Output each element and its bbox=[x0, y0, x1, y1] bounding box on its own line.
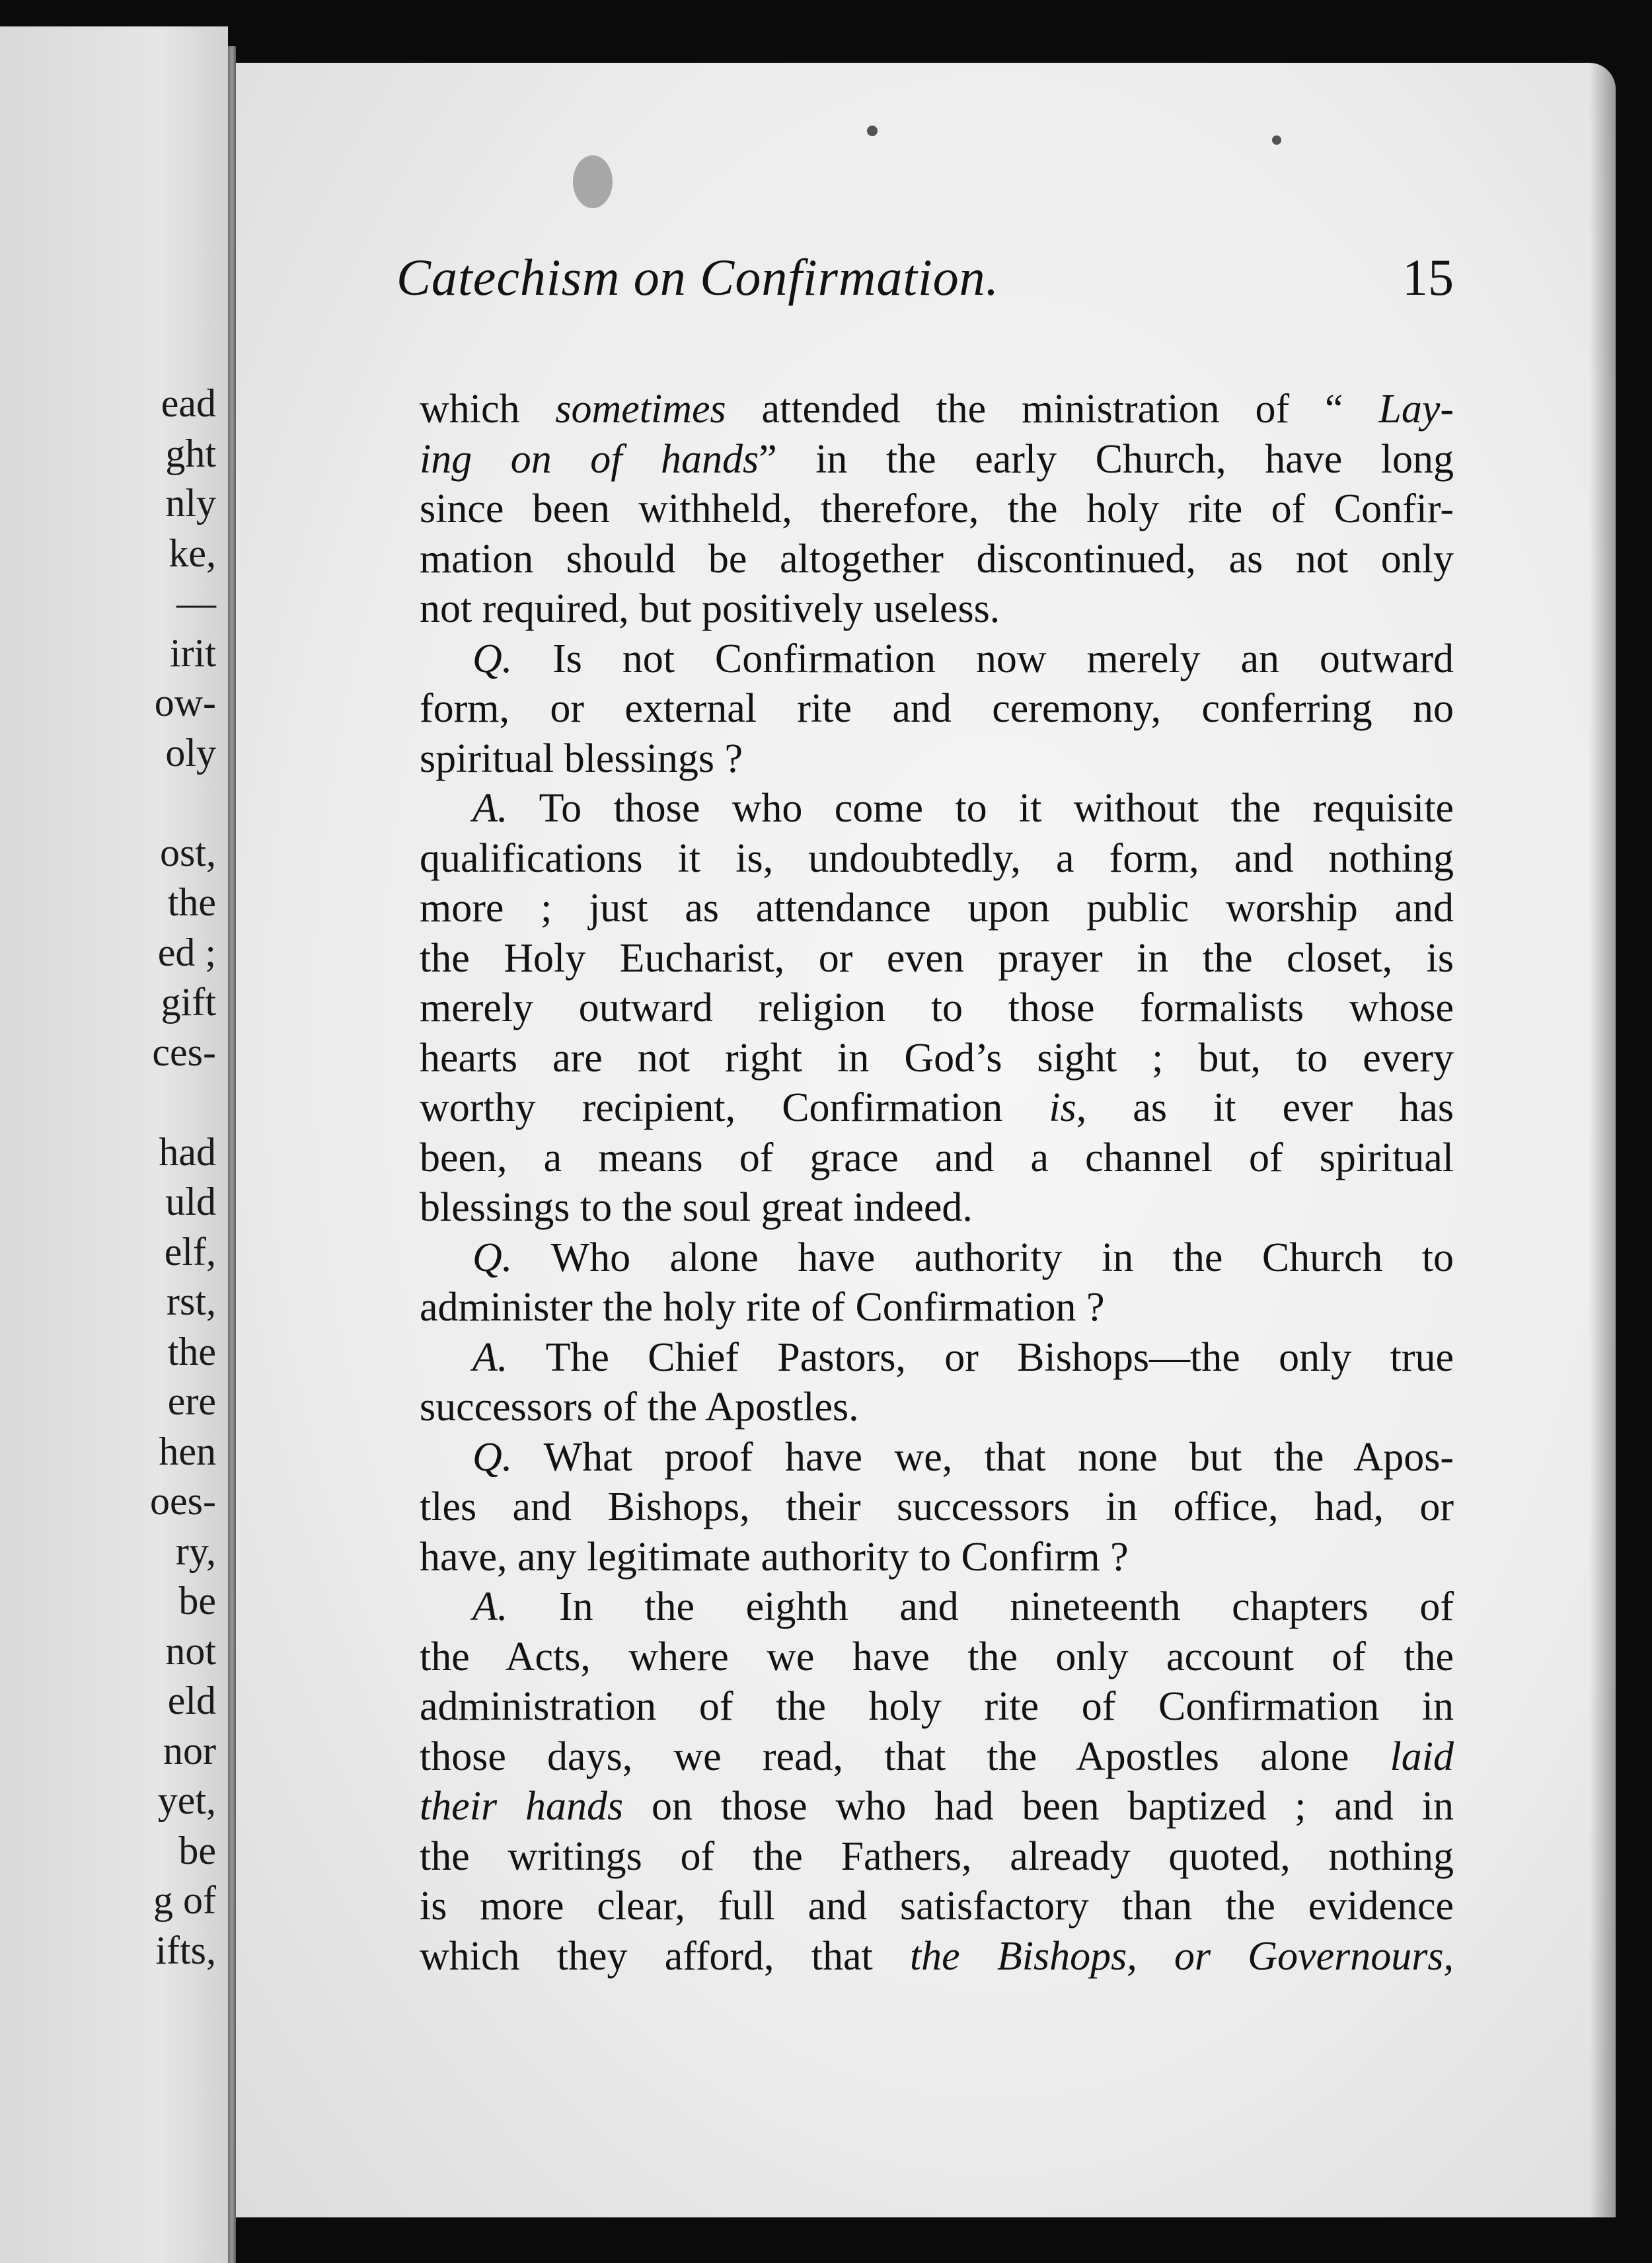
text-line bbox=[420, 1433, 1454, 1483]
text-line bbox=[420, 983, 1454, 1034]
previous-page-line-fragment: ifts, bbox=[155, 1928, 216, 1972]
previous-page-line-fragment: elf, bbox=[164, 1229, 216, 1274]
text-segment: What proof have we, that none but the Apos- bbox=[543, 1434, 1454, 1480]
previous-page-line-fragment: not bbox=[165, 1629, 216, 1673]
previous-page-line-fragment: ost, bbox=[159, 830, 216, 874]
previous-page-line-fragment: g of bbox=[153, 1878, 216, 1922]
text-line bbox=[420, 1732, 1454, 1783]
ink-speck bbox=[867, 126, 878, 136]
text-segment: which bbox=[420, 387, 556, 432]
previous-page-line-fragment: nor bbox=[163, 1728, 216, 1773]
previous-page-line-fragment: irit bbox=[170, 631, 216, 675]
running-head bbox=[396, 248, 1454, 321]
text-segment: mation should be altogether discontinued, as not only bbox=[420, 536, 1454, 582]
previous-page-line-fragment: the bbox=[167, 880, 216, 924]
previous-page-line-fragment: the bbox=[167, 1329, 216, 1373]
text-segment: form, or external rite and ceremony, conferring no bbox=[420, 686, 1454, 731]
text-segment: is more clear, full and satisfactory than the evidence bbox=[420, 1884, 1454, 1929]
italic-text: sometimes bbox=[555, 387, 726, 432]
text-segment: administration of the holy rite of Confirmation in bbox=[420, 1684, 1454, 1729]
previous-page-line-fragment: ow- bbox=[154, 681, 216, 724]
question-label: Q. bbox=[472, 1434, 513, 1480]
previous-page-line-fragment: ke, bbox=[169, 531, 216, 575]
text-segment: The Chief Pastors, or Bishops—the only true bbox=[545, 1334, 1454, 1380]
text-segment: the Acts, where we have the only account of the bbox=[420, 1634, 1454, 1679]
text-line bbox=[420, 1083, 1454, 1133]
text-segment: attended the ministration of “ bbox=[726, 387, 1379, 432]
text-segment: worthy recipient, Confirmation bbox=[420, 1085, 1049, 1130]
italic-text: ing on of hands bbox=[420, 436, 759, 482]
text-segment: In the eighth and nineteenth chapters of bbox=[559, 1584, 1454, 1629]
previous-page-line-fragment: oly bbox=[165, 730, 216, 775]
text-segment: , as it ever has bbox=[1076, 1085, 1454, 1130]
previous-page-line-fragment: ght bbox=[165, 431, 216, 475]
previous-page-line-fragment: ere bbox=[167, 1379, 216, 1423]
italic-text: the Bishops, or Governours, bbox=[909, 1933, 1454, 1979]
previous-page-line-fragment: had bbox=[159, 1130, 216, 1174]
text-segment: on those who had been baptized ; and in bbox=[623, 1784, 1454, 1829]
book-gutter bbox=[228, 46, 236, 2263]
text-line bbox=[420, 634, 1454, 685]
previous-page-line-fragment: hen bbox=[159, 1429, 216, 1473]
previous-page-line-fragment: yet, bbox=[157, 1779, 216, 1822]
previous-page-fragment bbox=[0, 26, 228, 2263]
text-segment: successors of the Apostles. bbox=[420, 1385, 859, 1430]
text-segment: hearts are not right in God’s sight ; but, to every bbox=[420, 1035, 1454, 1081]
text-segment: blessings to the soul great indeed. bbox=[420, 1185, 973, 1230]
text-line bbox=[420, 535, 1454, 585]
text-line bbox=[420, 684, 1454, 734]
text-line bbox=[420, 385, 1454, 435]
text-segment: the writings of the Fathers, already quoted, nothing bbox=[420, 1833, 1454, 1879]
previous-page-line-fragment: gift bbox=[161, 980, 216, 1024]
text-line bbox=[420, 1533, 1454, 1583]
text-line bbox=[420, 484, 1454, 535]
running-title: Catechism on Confirmation. bbox=[396, 249, 1000, 306]
text-line bbox=[420, 1782, 1454, 1832]
text-line bbox=[420, 1882, 1454, 1932]
text-line bbox=[420, 1233, 1454, 1284]
text-segment: not required, but positively useless. bbox=[420, 586, 1000, 631]
text-line bbox=[420, 1133, 1454, 1184]
text-line bbox=[420, 584, 1454, 634]
italic-text: laid bbox=[1390, 1734, 1454, 1779]
ink-smudge bbox=[573, 155, 613, 208]
text-line bbox=[420, 784, 1454, 834]
italic-text: their hands bbox=[420, 1784, 624, 1829]
text-line bbox=[420, 834, 1454, 884]
text-line bbox=[420, 934, 1454, 984]
text-segment: since been withheld, therefore, the holy rite of Confir- bbox=[420, 486, 1454, 531]
text-segment: more ; just as attendance upon public worship and bbox=[420, 886, 1454, 931]
text-line bbox=[420, 1582, 1454, 1632]
previous-page-line-fragment: rst, bbox=[167, 1280, 216, 1323]
text-line bbox=[420, 1832, 1454, 1882]
text-segment: Who alone have authority in the Church to bbox=[550, 1235, 1454, 1280]
answer-label: A. bbox=[472, 1584, 508, 1629]
text-segment: the Holy Eucharist, or even prayer in the closet, is bbox=[420, 935, 1454, 981]
text-segment: spiritual blessings ? bbox=[420, 736, 743, 781]
previous-page-line-fragment: ces- bbox=[152, 1030, 216, 1074]
text-line bbox=[420, 1482, 1454, 1533]
page-edge-shadow bbox=[1589, 63, 1616, 2217]
previous-page-line-fragment: — bbox=[176, 581, 216, 625]
text-line bbox=[420, 1183, 1454, 1233]
text-segment: have, any legitimate authority to Confirm ? bbox=[420, 1534, 1129, 1580]
previous-page-line-fragment: ed ; bbox=[157, 930, 216, 974]
text-segment: those days, we read, that the Apostles alone bbox=[420, 1734, 1390, 1779]
previous-page-line-fragment: ead bbox=[161, 381, 216, 425]
text-segment: qualifications it is, undoubtedly, a form, and nothing bbox=[420, 835, 1454, 881]
previous-page-line-fragment: oes- bbox=[150, 1479, 216, 1523]
text-segment: tles and Bishops, their successors in office, had, or bbox=[420, 1484, 1454, 1529]
text-line bbox=[420, 1932, 1454, 1982]
italic-text: Lay- bbox=[1378, 387, 1454, 432]
previous-page-line-fragment: uld bbox=[165, 1180, 216, 1223]
text-segment: administer the holy rite of Confirmation ? bbox=[420, 1285, 1105, 1330]
text-segment: which they afford, that bbox=[420, 1933, 910, 1979]
previous-page-line-fragment: be bbox=[178, 1828, 216, 1872]
text-segment: ” in the early Church, have long bbox=[759, 436, 1454, 482]
previous-page-line-fragment: be bbox=[178, 1579, 216, 1623]
text-segment: merely outward religion to those formalists whose bbox=[420, 985, 1454, 1030]
text-line bbox=[420, 1333, 1454, 1383]
answer-label: A. bbox=[472, 1334, 508, 1380]
text-line bbox=[420, 1034, 1454, 1084]
page-body-text bbox=[420, 385, 1454, 1981]
previous-page-line-fragment: ry, bbox=[175, 1529, 216, 1573]
ink-speck bbox=[1272, 135, 1281, 145]
previous-page-line-fragment: nly bbox=[165, 481, 216, 525]
page-number: 15 bbox=[1402, 249, 1454, 306]
text-line bbox=[420, 1383, 1454, 1433]
answer-label: A. bbox=[472, 786, 508, 831]
question-label: Q. bbox=[472, 1235, 513, 1280]
text-line bbox=[420, 884, 1454, 934]
text-line bbox=[420, 435, 1454, 485]
previous-page-line-fragment: eld bbox=[167, 1679, 216, 1722]
question-label: Q. bbox=[472, 636, 513, 681]
text-line bbox=[420, 1632, 1454, 1683]
text-segment: Is not Confirmation now merely an outward bbox=[552, 636, 1454, 681]
text-line bbox=[420, 1682, 1454, 1732]
text-segment: been, a means of grace and a channel of spiritual bbox=[420, 1135, 1454, 1180]
text-line bbox=[420, 1283, 1454, 1333]
italic-text: is bbox=[1049, 1085, 1076, 1130]
text-line bbox=[420, 734, 1454, 785]
text-segment: To those who come to it without the requisite bbox=[539, 786, 1454, 831]
